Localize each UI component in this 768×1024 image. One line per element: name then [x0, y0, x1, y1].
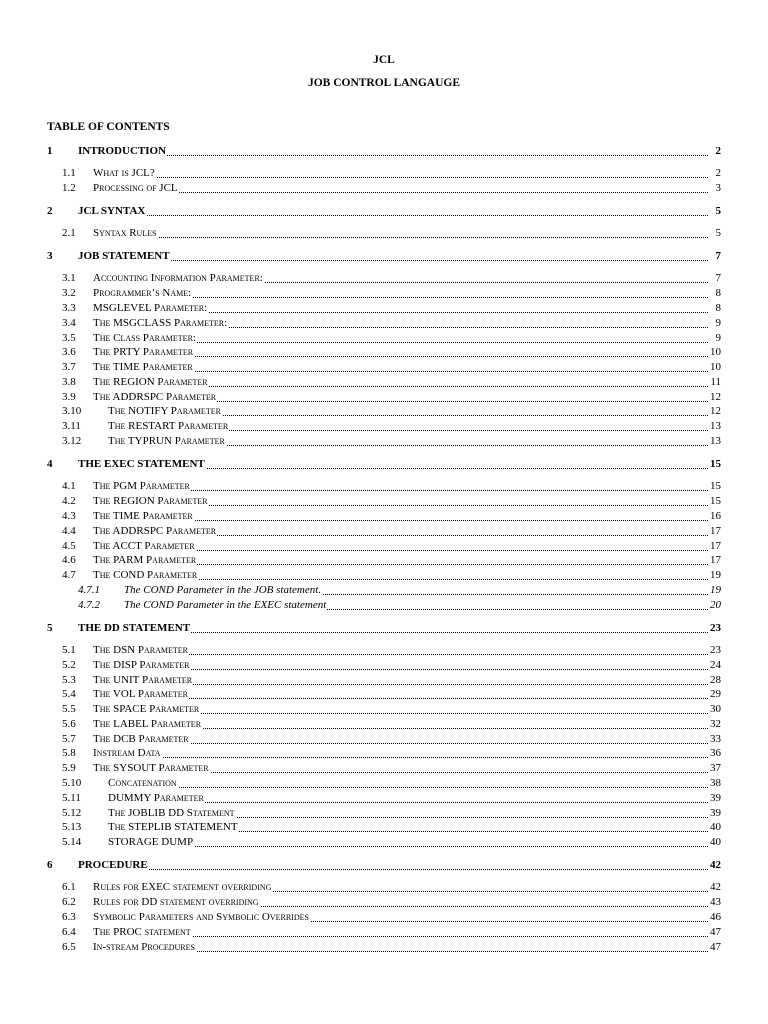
- toc-entry-number: 3.5: [62, 332, 76, 344]
- toc-entry[interactable]: [0, 925, 768, 940]
- toc-entry[interactable]: [0, 271, 768, 286]
- toc-entry-page: 23: [710, 622, 721, 634]
- toc-entry-page: 39: [710, 807, 721, 819]
- toc-entry-leader: [93, 509, 708, 524]
- toc-entry-leader: [93, 479, 708, 494]
- toc-entry-title: Programmer’s Name:: [93, 287, 192, 299]
- toc-entry-number: 4: [47, 458, 53, 470]
- toc-entry-page: 15: [710, 480, 721, 492]
- toc-entry[interactable]: [0, 791, 768, 806]
- toc-entry-title: The COND Parameter in the EXEC statement: [124, 599, 327, 611]
- toc-entry[interactable]: [0, 181, 768, 196]
- toc-entry[interactable]: [0, 568, 768, 583]
- toc-entry[interactable]: [0, 375, 768, 390]
- toc-entry-number: 3: [47, 250, 53, 262]
- toc-entry-leader: [93, 658, 708, 673]
- toc-entry-number: 4.5: [62, 540, 76, 552]
- toc-entry[interactable]: [0, 643, 768, 658]
- toc-entry-number: 3.9: [62, 391, 76, 403]
- toc-entry-leader: [93, 895, 708, 910]
- toc-entry-number: 3.7: [62, 361, 76, 373]
- toc-entry-leader: [93, 643, 708, 658]
- toc-entry-number: 5.4: [62, 688, 76, 700]
- toc-entry-title: The PGM Parameter: [93, 480, 190, 492]
- toc-entry[interactable]: [0, 717, 768, 732]
- toc-entry-leader: [93, 375, 708, 390]
- toc-entry-title: The PARM Parameter: [93, 554, 197, 566]
- toc-entry[interactable]: [0, 331, 768, 346]
- toc-entry-leader: [93, 360, 708, 375]
- toc-heading: TABLE OF CONTENTS: [47, 121, 170, 133]
- toc-entry[interactable]: [0, 390, 768, 405]
- toc-entry-number: 5.6: [62, 718, 76, 730]
- toc-entry[interactable]: [0, 673, 768, 688]
- toc-entry-page: 7: [715, 272, 721, 284]
- toc-entry-leader: [108, 419, 708, 434]
- toc-entry-leader: [93, 673, 708, 688]
- toc-entry[interactable]: [0, 166, 768, 181]
- toc-entry-number: 5.14: [62, 836, 82, 848]
- toc-entry-leader: [124, 598, 708, 613]
- toc-entry-number: 6.2: [62, 896, 76, 908]
- toc-entry-number: 4.6: [62, 554, 76, 566]
- toc-entry-page: 13: [710, 420, 721, 432]
- toc-entry-page: 40: [710, 836, 721, 848]
- toc-entry-number: 5.7: [62, 733, 76, 745]
- toc-entry[interactable]: [0, 598, 768, 613]
- toc-entry-title: What is JCL?: [93, 167, 155, 179]
- toc-entry-number: 4.7.2: [78, 599, 100, 611]
- toc-entry-title: JOB STATEMENT: [78, 250, 170, 262]
- toc-entry[interactable]: [0, 761, 768, 776]
- toc-entry-title: The ACCT Parameter: [93, 540, 195, 552]
- document-subtitle: JOB CONTROL LANGAUGE: [307, 77, 461, 89]
- toc-entry[interactable]: [0, 360, 768, 375]
- toc-entry-number: 6.1: [62, 881, 76, 893]
- toc-entry-number: 4.7.1: [78, 584, 100, 596]
- toc-entry[interactable]: [0, 820, 768, 835]
- toc-entry-leader: [93, 286, 708, 301]
- toc-entry-title: The DSN Parameter: [93, 644, 189, 656]
- toc-entry-leader: [93, 331, 708, 346]
- toc-entry-leader: [93, 524, 708, 539]
- toc-entry-leader: [108, 791, 708, 806]
- toc-entry-leader: [108, 434, 708, 449]
- toc-entry-page: 29: [710, 688, 721, 700]
- document-title: JCL: [373, 54, 395, 66]
- toc-entry-leader: [93, 925, 708, 940]
- toc-entry-page: 8: [715, 287, 721, 299]
- toc-entry-leader: [93, 880, 708, 895]
- toc-entry-title: The ADDRSPC Parameter: [93, 391, 217, 403]
- toc-entry-title: The TYPRUN Parameter: [108, 435, 225, 447]
- toc-entry-page: 5: [715, 205, 721, 217]
- toc-entry-title: MSGLEVEL Parameter:: [93, 302, 208, 314]
- toc-entry-leader: [93, 746, 708, 761]
- toc-entry[interactable]: [0, 509, 768, 524]
- toc-entry-page: 42: [710, 881, 721, 893]
- toc-entry-leader: [93, 345, 708, 360]
- toc-entry-title: The PRTY Parameter: [93, 346, 194, 358]
- toc-entry-leader: [124, 583, 708, 598]
- toc-entry-page: 16: [710, 510, 721, 522]
- toc-entry-leader: [78, 621, 708, 636]
- toc-entry-page: 9: [715, 332, 721, 344]
- toc-entry-title: The NOTIFY Parameter: [108, 405, 221, 417]
- toc-entry-leader: [78, 144, 708, 159]
- toc-entry-page: 9: [715, 317, 721, 329]
- toc-entry[interactable]: [0, 940, 768, 955]
- toc-entry-leader: [93, 910, 708, 925]
- toc-entry-leader: [108, 835, 708, 850]
- toc-entry[interactable]: [0, 286, 768, 301]
- toc-entry-page: 28: [710, 674, 721, 686]
- toc-entry[interactable]: [0, 345, 768, 360]
- toc-entry-number: 2: [47, 205, 53, 217]
- toc-entry-page: 2: [715, 167, 721, 179]
- toc-entry-page: 17: [710, 525, 721, 537]
- toc-entry-number: 5.12: [62, 807, 82, 819]
- toc-entry-leader: [93, 494, 708, 509]
- toc-entry[interactable]: [0, 301, 768, 316]
- toc-entry-page: 13: [710, 435, 721, 447]
- toc-entry-leader: [93, 717, 708, 732]
- toc-entry-leader: [93, 316, 708, 331]
- toc-entry[interactable]: [0, 494, 768, 509]
- toc-entry-leader: [93, 702, 708, 717]
- toc-entry[interactable]: [0, 895, 768, 910]
- toc-entry-title: Syntax Rules: [93, 227, 157, 239]
- toc-entry-number: 6.5: [62, 941, 76, 953]
- toc-entry-title: THE EXEC STATEMENT: [78, 458, 205, 470]
- toc-entry-leader: [78, 204, 708, 219]
- toc-entry-number: 6.4: [62, 926, 76, 938]
- toc-entry-leader: [93, 539, 708, 554]
- toc-entry-title: The Class Parameter:: [93, 332, 196, 344]
- toc-entry-title: DUMMY Parameter: [108, 792, 204, 804]
- toc-entry-page: 12: [710, 391, 721, 403]
- toc-entry[interactable]: [0, 687, 768, 702]
- toc-entry-title: Processing of JCL: [93, 182, 178, 194]
- toc-entry-title: The COND Parameter in the JOB statement.: [124, 584, 322, 596]
- toc-entry[interactable]: [0, 434, 768, 449]
- toc-entry-title: Rules for EXEC statement overriding: [93, 881, 272, 893]
- toc-entry-number: 5.11: [62, 792, 81, 804]
- toc-entry-leader: [108, 776, 708, 791]
- toc-entry-title: PROCEDURE: [78, 859, 148, 871]
- toc-entry[interactable]: [0, 806, 768, 821]
- toc-entry[interactable]: [0, 835, 768, 850]
- toc-entry[interactable]: [0, 746, 768, 761]
- toc-entry-title: The TIME Parameter: [93, 361, 193, 373]
- toc-entry-title: THE DD STATEMENT: [78, 622, 191, 634]
- toc-entry-title: Accounting Information Parameter:: [93, 272, 263, 284]
- toc-entry[interactable]: [0, 144, 768, 159]
- toc-entry[interactable]: [0, 204, 768, 219]
- toc-entry[interactable]: [0, 880, 768, 895]
- toc-entry-page: 36: [710, 747, 721, 759]
- toc-entry-leader: [93, 226, 708, 241]
- toc-entry-number: 5.10: [62, 777, 82, 789]
- toc-entry-title: The STEPLIB STATEMENT: [108, 821, 238, 833]
- toc-entry-number: 3.12: [62, 435, 82, 447]
- toc-entry[interactable]: [0, 553, 768, 568]
- toc-entry-page: 32: [710, 718, 721, 730]
- toc-entry-number: 3.1: [62, 272, 76, 284]
- toc-entry-leader: [93, 181, 708, 196]
- toc-entry-number: 4.1: [62, 480, 76, 492]
- toc-entry-number: 6.3: [62, 911, 76, 923]
- toc-entry-page: 12: [710, 405, 721, 417]
- toc-entry[interactable]: [0, 658, 768, 673]
- toc-entry-number: 3.6: [62, 346, 76, 358]
- toc-entry-page: 20: [710, 599, 721, 611]
- toc-entry-leader: [108, 820, 708, 835]
- toc-entry-title: Concatenation: [108, 777, 177, 789]
- toc-entry-page: 15: [710, 458, 721, 470]
- toc-entry-number: 3.11: [62, 420, 81, 432]
- toc-entry-number: 4.7: [62, 569, 76, 581]
- toc-entry-leader: [93, 166, 708, 181]
- toc-entry-leader: [93, 732, 708, 747]
- toc-entry-page: 2: [715, 145, 721, 157]
- toc-entry-title: The DCB Parameter: [93, 733, 189, 745]
- toc-entry-title: The LABEL Parameter: [93, 718, 202, 730]
- toc-entry-title: The REGION Parameter: [93, 376, 208, 388]
- toc-entry-title: The JOBLIB DD Statement: [108, 807, 235, 819]
- toc-entry-page: 47: [710, 941, 721, 953]
- toc-entry-page: 19: [710, 584, 721, 596]
- toc-entry-page: 40: [710, 821, 721, 833]
- toc-entry-page: 37: [710, 762, 721, 774]
- toc-entry-number: 5.3: [62, 674, 76, 686]
- toc-entry-number: 3.3: [62, 302, 76, 314]
- toc-entry-number: 3.8: [62, 376, 76, 388]
- toc-entry-number: 1: [47, 145, 53, 157]
- toc-entry-page: 39: [710, 792, 721, 804]
- toc-entry-leader: [93, 761, 708, 776]
- toc-entry-leader: [93, 687, 708, 702]
- toc-entry-page: 8: [715, 302, 721, 314]
- toc-entry-title: Symbolic Parameters and Symbolic Overrides: [93, 911, 309, 923]
- toc-entry-page: 17: [710, 540, 721, 552]
- toc-entry-page: 23: [710, 644, 721, 656]
- toc-entry-title: INTRODUCTION: [78, 145, 167, 157]
- toc-entry-leader: [93, 301, 708, 316]
- toc-entry[interactable]: [0, 910, 768, 925]
- toc-entry-number: 1.1: [62, 167, 76, 179]
- toc-entry[interactable]: [0, 249, 768, 264]
- toc-entry-title: In-stream Procedures: [93, 941, 195, 953]
- toc-entry-title: The REGION Parameter: [93, 495, 208, 507]
- toc-entry-page: 3: [715, 182, 721, 194]
- toc-entry-page: 46: [710, 911, 721, 923]
- toc-entry-number: 4.4: [62, 525, 76, 537]
- toc-entry-page: 47: [710, 926, 721, 938]
- toc-entry-page: 19: [710, 569, 721, 581]
- toc-entry-title: The ADDRSPC Parameter: [93, 525, 217, 537]
- toc-entry-number: 4.2: [62, 495, 76, 507]
- toc-entry[interactable]: [0, 858, 768, 873]
- toc-entry-title: The RESTART Parameter: [108, 420, 229, 432]
- toc-entry[interactable]: [0, 621, 768, 636]
- toc-entry-title: The TIME Parameter: [93, 510, 193, 522]
- toc-entry-number: 5.5: [62, 703, 76, 715]
- toc-entry-page: 43: [710, 896, 721, 908]
- toc-entry-page: 30: [710, 703, 721, 715]
- toc-entry-page: 5: [715, 227, 721, 239]
- toc-entry[interactable]: [0, 583, 768, 598]
- toc-entry-number: 5.9: [62, 762, 76, 774]
- toc-entry-page: 11: [710, 376, 721, 388]
- toc-entry-page: 38: [710, 777, 721, 789]
- toc-entry-page: 17: [710, 554, 721, 566]
- toc-entry-number: 5.8: [62, 747, 76, 759]
- toc-entry-page: 10: [710, 346, 721, 358]
- toc-entry-number: 1.2: [62, 182, 76, 194]
- toc-entry-title: STORAGE DUMP: [108, 836, 194, 848]
- toc-entry-title: The SPACE Parameter: [93, 703, 200, 715]
- toc-entry-leader: [93, 390, 708, 405]
- toc-entry[interactable]: [0, 702, 768, 717]
- toc-entry[interactable]: [0, 457, 768, 472]
- toc-entry[interactable]: [0, 539, 768, 554]
- toc-entry[interactable]: [0, 732, 768, 747]
- toc-entry-leader: [93, 271, 708, 286]
- toc-entry-title: The VOL Parameter: [93, 688, 189, 700]
- toc-entry-leader: [78, 858, 708, 873]
- toc-entry-number: 5: [47, 622, 53, 634]
- toc-entry[interactable]: [0, 404, 768, 419]
- toc-entry-number: 5.13: [62, 821, 82, 833]
- toc-entry-title: The MSGCLASS Parameter:: [93, 317, 228, 329]
- toc-entry-title: Rules for DD statement overriding: [93, 896, 259, 908]
- toc-entry-page: 24: [710, 659, 721, 671]
- toc-entry[interactable]: [0, 316, 768, 331]
- toc-entry-page: 15: [710, 495, 721, 507]
- toc-entry-page: 42: [710, 859, 721, 871]
- toc-entry-title: The SYSOUT Parameter: [93, 762, 209, 774]
- toc-entry-page: 10: [710, 361, 721, 373]
- toc-entry-number: 5.2: [62, 659, 76, 671]
- toc-entry-title: Instream Data: [93, 747, 161, 759]
- toc-entry[interactable]: [0, 524, 768, 539]
- toc-entry-leader: [78, 457, 708, 472]
- toc-entry[interactable]: [0, 776, 768, 791]
- toc-entry-title: JCL SYNTAX: [78, 205, 146, 217]
- toc-entry-title: The COND Parameter: [93, 569, 198, 581]
- toc-entry-title: The UNIT Parameter: [93, 674, 193, 686]
- toc-entry-leader: [108, 806, 708, 821]
- toc-entry-title: The PROC statement: [93, 926, 191, 938]
- toc-entry[interactable]: [0, 226, 768, 241]
- toc-entry-leader: [93, 568, 708, 583]
- toc-entry-number: 3.4: [62, 317, 76, 329]
- toc-entry-leader: [93, 940, 708, 955]
- toc-entry-page: 33: [710, 733, 721, 745]
- toc-entry-number: 3.2: [62, 287, 76, 299]
- toc-entry-number: 3.10: [62, 405, 82, 417]
- toc-entry-number: 2.1: [62, 227, 76, 239]
- toc-entry-number: 5.1: [62, 644, 76, 656]
- toc-entry[interactable]: [0, 479, 768, 494]
- toc-entry-leader: [93, 553, 708, 568]
- toc-entry-page: 7: [715, 250, 721, 262]
- toc-entry-number: 6: [47, 859, 53, 871]
- toc-entry-number: 4.3: [62, 510, 76, 522]
- toc-entry[interactable]: [0, 419, 768, 434]
- toc-entry-leader: [78, 249, 708, 264]
- toc-entry-title: The DISP Parameter: [93, 659, 190, 671]
- toc-entry-leader: [108, 404, 708, 419]
